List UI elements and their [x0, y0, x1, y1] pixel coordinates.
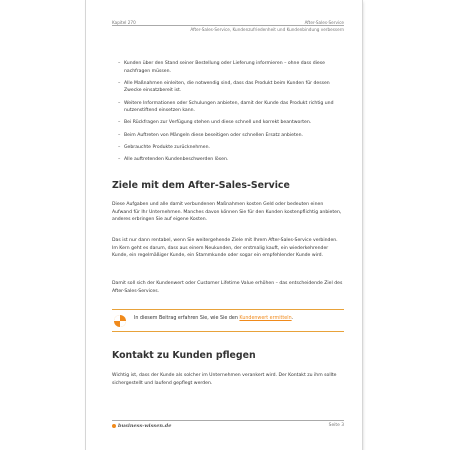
section-body	[112, 280, 344, 295]
section-body	[112, 201, 344, 224]
bullet-list-container	[112, 60, 344, 168]
tip-end: .	[291, 316, 294, 321]
paragraph: Damit soll sich der Kundenwert oder Customer Lifetime Value erhöhen – das entscheidende Ziel des After-Sales-Services.	[112, 281, 343, 294]
paragraph: Wichtig ist, dass der Kunde als solcher im Unternehmen verankert wird. Der Kontakt zu ihm sollte sichergestellt und laufend gepflegt werden.	[112, 373, 337, 386]
list-item: – Kunden über den Stand seiner Bestellung oder Lieferung informieren – ohne dass diese nachfragen müssen.	[112, 60, 344, 75]
paragraph: Das ist nur dann rentabel, wenn Sie weitergehende Ziele mit Ihrem After-Sales-Service verbinden. Im Kern geht es darum, dass aus einem Neukunden, der erstmalig kauft, ein wiederkehrender Kunde, ein regelmäßiger Kunde, ein Stammkunde oder sogar ein empfehlender Kunde wird.	[112, 238, 338, 259]
chapter-label: Kapitel 270	[112, 20, 136, 25]
header-rule	[112, 25, 344, 26]
list-item: – Gebrauchte Produkte zurücknehmen.	[112, 144, 344, 152]
tip-bottom-rule	[112, 331, 344, 332]
logo-text: business-wissen.de	[118, 423, 172, 429]
footer-rule	[112, 420, 344, 421]
bullet-list	[112, 60, 344, 164]
list-item: – Beim Auftreten von Mängeln diese beseitigen oder schnellen Ersatz anbieten.	[112, 132, 344, 140]
tip-box	[134, 316, 293, 321]
list-item: – Bei Rückfragen zur Verfügung stehen und diese schnell und korrekt beantworten.	[112, 119, 344, 127]
section-label: After-Sales-Service	[304, 20, 344, 25]
paragraph: Diese Aufgaben und alle damit verbundenen Maßnahmen kosten Geld oder bedeuten einen Aufwand für Ihr Unternehmen. Manches davon können Sie für den Kunden kostenpflichtig anbieten, anderes erbringen Sie auf eigene Kosten.	[112, 202, 342, 223]
tip-top-rule	[112, 309, 344, 310]
tip-link[interactable]: Kundenwert ermitteln	[239, 316, 292, 321]
header-subtitle: After-Sales-Service, Kundenzufriedenheit und Kundenbindung verbessern	[190, 27, 344, 32]
logo-dot-icon	[112, 424, 116, 428]
section-body	[112, 237, 344, 260]
section-heading: Ziele mit dem After-Sales-Service	[112, 180, 290, 191]
footer-logo	[112, 423, 171, 429]
page-number: Seite 3	[328, 423, 344, 428]
tip-text: In diesem Beitrag erfahren Sie, wie Sie den	[134, 316, 238, 321]
list-item: – Weitere Informationen oder Schulungen anbieten, damit der Kunde das Produkt richtig und nutzenstiftend einsetzen kann.	[112, 100, 344, 115]
list-item: – Alle Maßnahmen einleiten, die notwendig sind, dass das Produkt beim Kunden für dessen Zwecke einsatzbereit ist.	[112, 80, 344, 95]
section-body	[112, 372, 344, 387]
section-heading: Kontakt zu Kunden pflegen	[112, 350, 256, 361]
tip-pie-icon	[114, 315, 126, 327]
list-item: – Alle auftretenden Kundenbeschwerden lösen.	[112, 156, 344, 164]
